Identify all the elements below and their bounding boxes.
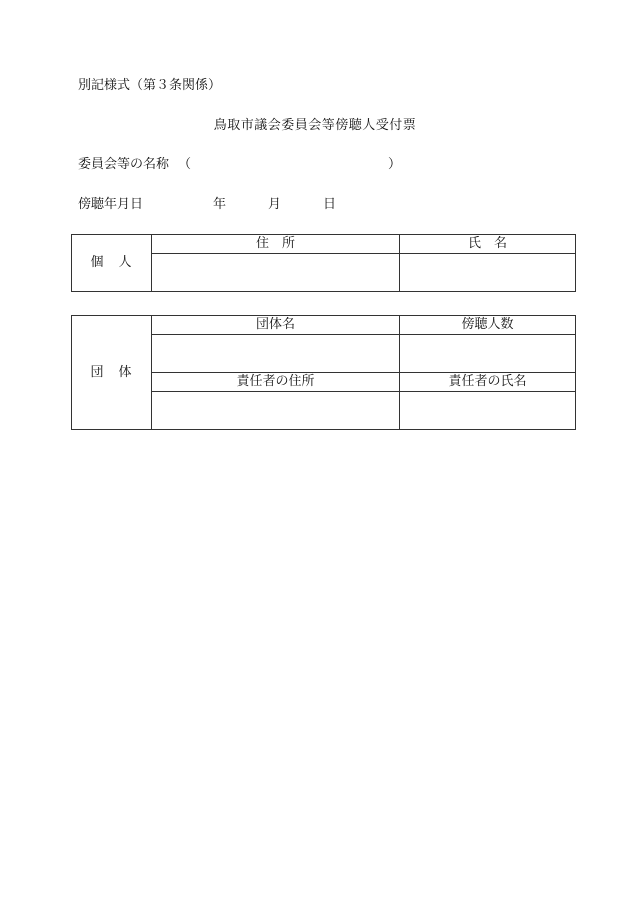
individual-name-header: 氏 名 bbox=[400, 235, 576, 254]
individual-address-header: 住 所 bbox=[152, 235, 400, 254]
date-year-label: 年 bbox=[213, 197, 227, 212]
form-note: 別記様式（第３条関係） bbox=[78, 78, 222, 93]
representative-name-header: 責任者の氏名 bbox=[400, 373, 576, 392]
group-side-label: 団 体 bbox=[72, 316, 152, 430]
representative-address-field[interactable] bbox=[152, 392, 400, 430]
attendee-count-field[interactable] bbox=[400, 335, 576, 373]
committee-name-label: 委員会等の名称 bbox=[78, 157, 170, 172]
individual-address-field[interactable] bbox=[152, 254, 400, 292]
date-day-label: 日 bbox=[323, 197, 337, 212]
date-month-label: 月 bbox=[268, 197, 282, 212]
representative-address-header: 責任者の住所 bbox=[152, 373, 400, 392]
attendance-date-label: 傍聴年月日 bbox=[78, 197, 144, 212]
group-name-header: 団体名 bbox=[152, 316, 400, 335]
attendee-count-header: 傍聴人数 bbox=[400, 316, 576, 335]
individual-side-label: 個 人 bbox=[72, 235, 152, 292]
representative-name-field[interactable] bbox=[400, 392, 576, 430]
group-name-field[interactable] bbox=[152, 335, 400, 373]
group-table bbox=[71, 315, 576, 430]
committee-name-close-paren: ） bbox=[388, 157, 402, 172]
individual-table bbox=[71, 234, 576, 292]
individual-name-field[interactable] bbox=[400, 254, 576, 292]
page-title: 鳥取市議会委員会等傍聴人受付票 bbox=[213, 118, 417, 133]
committee-name-open-paren: （ bbox=[178, 157, 192, 172]
